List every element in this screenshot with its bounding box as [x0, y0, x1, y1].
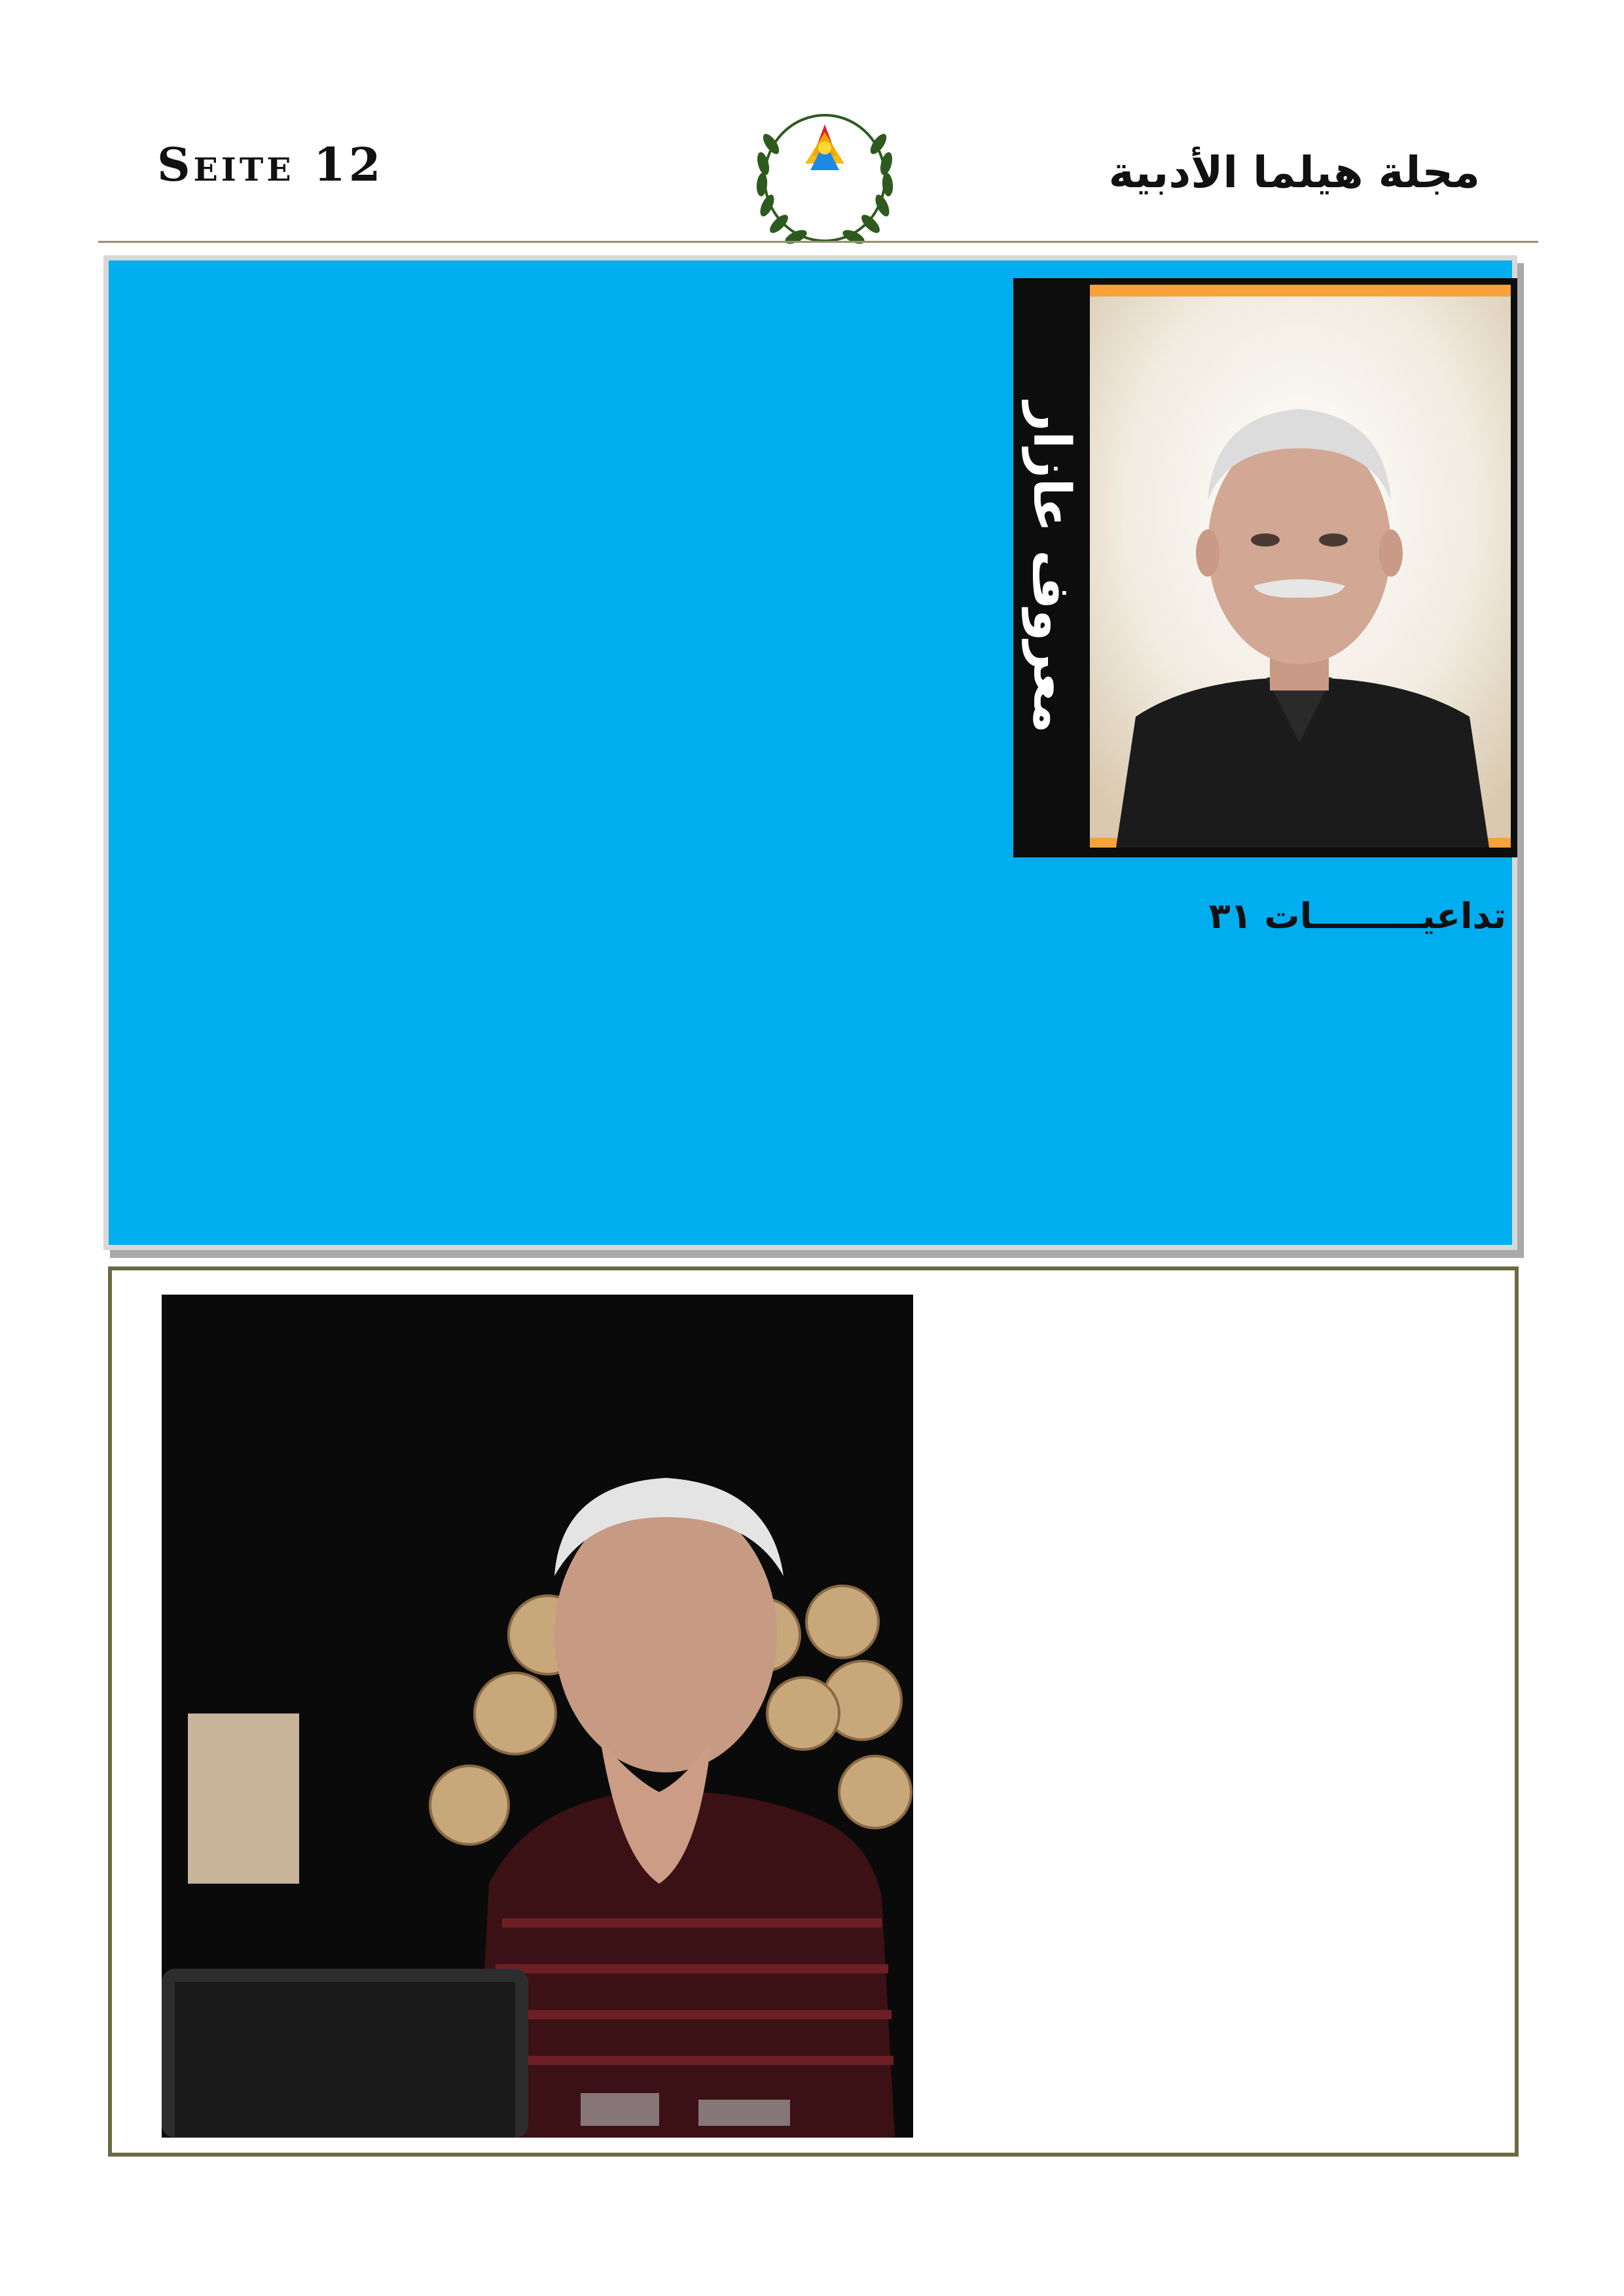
page-number-label: Seite 12: [157, 137, 384, 192]
header-divider: [98, 241, 1538, 243]
poem-title: تداعيـــــــــات ٣١: [1208, 895, 1506, 937]
author-name: معروف عازار: [1022, 402, 1081, 734]
magazine-logo-icon: [746, 98, 903, 255]
magazine-title: مجلة هيلما الأدبية: [1108, 147, 1480, 198]
author-portrait-image: [1090, 285, 1511, 848]
poet-photo-image: [162, 1295, 913, 2138]
